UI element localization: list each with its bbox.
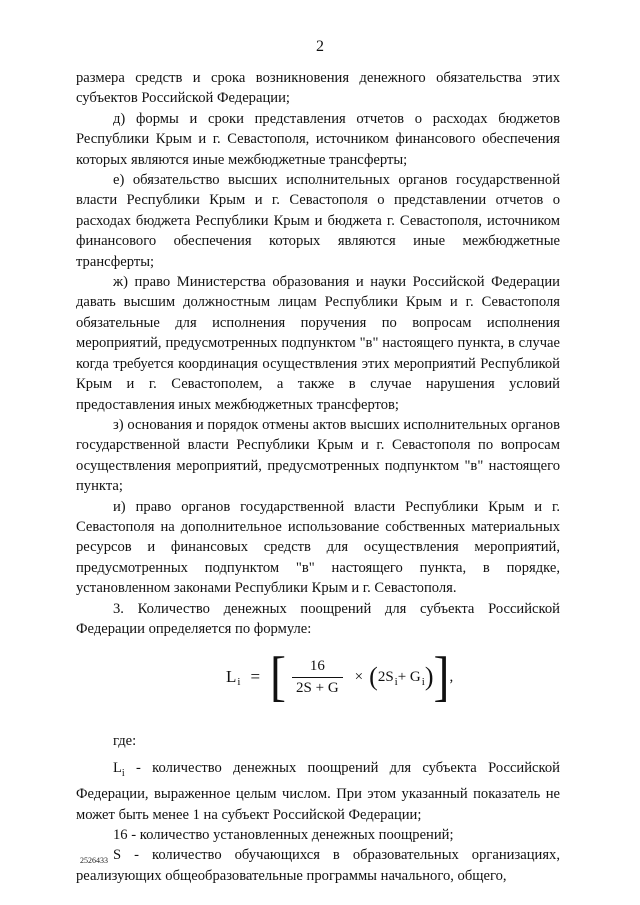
fraction-denominator: 2S + G [292, 677, 343, 697]
formula-lhs-sub: i [237, 676, 241, 689]
where-label: где: [113, 733, 137, 750]
document-body [76, 68, 560, 886]
paragraph-d: д) формы и сроки представления отчетов о расходах бюджетов Республики Крым и г. Севастополя, источником финансового обеспечения которых являются иные межбюджетные трансферты; [76, 110, 560, 168]
formula [226, 646, 454, 708]
right-bracket: ] [433, 646, 450, 708]
formula-inner: 2S [377, 668, 394, 685]
paragraph-e: е) обязательство высших исполнительных органов государственной власти Республики Крым и г. Севастополя о представлении отчетов о расходах бюджета Республики Крым и бюджета г. Севастополя, источником финансового обеспечения которых являются иные межбюджетные трансферты; [76, 172, 560, 270]
formula-equals: = [250, 667, 261, 687]
def-L-sub: i [121, 767, 125, 779]
right-paren: ) [424, 662, 434, 692]
paragraph-i: и) право органов государственной власти Республики Крым и г. Севастополя на дополнительное использование собственных материальных ресурсов и финансовых средств для осуществления мероприятий, предусмотренных подпунктом "в" настоящего пункта, в порядке, установленном законами Республики Крым и г. Севастополя. [76, 498, 560, 597]
formula-inner-sub2: i [421, 676, 425, 689]
left-paren: ( [369, 662, 378, 692]
definition-S: S - количество обучающихся в образовательных организациях, реализующих общеобразовательные программы начального, общего, [76, 847, 560, 884]
fraction-numerator: 16 [309, 657, 325, 674]
footer-code: 2526433 [80, 856, 108, 865]
definition-16: 16 - количество установленных денежных поощрений; [113, 826, 454, 843]
formula-times: × [354, 668, 364, 685]
formula-plus: + G [397, 668, 421, 685]
def-L-symbol: L [113, 759, 122, 776]
formula-tail: , [449, 668, 454, 685]
formula-inner-sub: i [394, 676, 398, 689]
formula-block [76, 639, 560, 731]
paragraph-zh: ж) право Министерства образования и науки Российской Федерации давать высшим должностным лицам Республики Крым и г. Севастополя обязательные для исполнения поручения по вопросам исполнения мероприятий, предусмотренных подпунктом "в" настоящего пункта, в случае когда требуется координация осуществления этих мероприятий Республикой Крым и г. Севастополем, а также в случае нарушения условий предоставления иных межбюджетных трансфертов; [76, 274, 560, 413]
formula-lhs: L [226, 667, 237, 687]
def-L-text: - количество денежных поощрений для субъекта Российской Федерации, выраженное целым числом. При этом указанный показатель не может быть менее 1 на субъект Российской Федерации; [76, 759, 560, 823]
paragraph-continuation: размера средств и срока возникновения денежного обязательства этих субъектов Российской Федерации; [76, 70, 560, 107]
page-number: 2 [316, 38, 324, 55]
paragraph-z: з) основания и порядок отмены актов высших исполнительных органов государственной власти Республики Крым и г. Севастополя по вопросам осуществления мероприятий, предусмотренных подпунктом "в" настоящего пункта; [76, 416, 560, 495]
formula-fraction [292, 658, 343, 697]
left-bracket: [ [270, 646, 287, 708]
definition-L [76, 758, 560, 825]
paragraph-3: 3. Количество денежных поощрений для субъекта Российской Федерации определяется по формуле: [76, 600, 560, 637]
